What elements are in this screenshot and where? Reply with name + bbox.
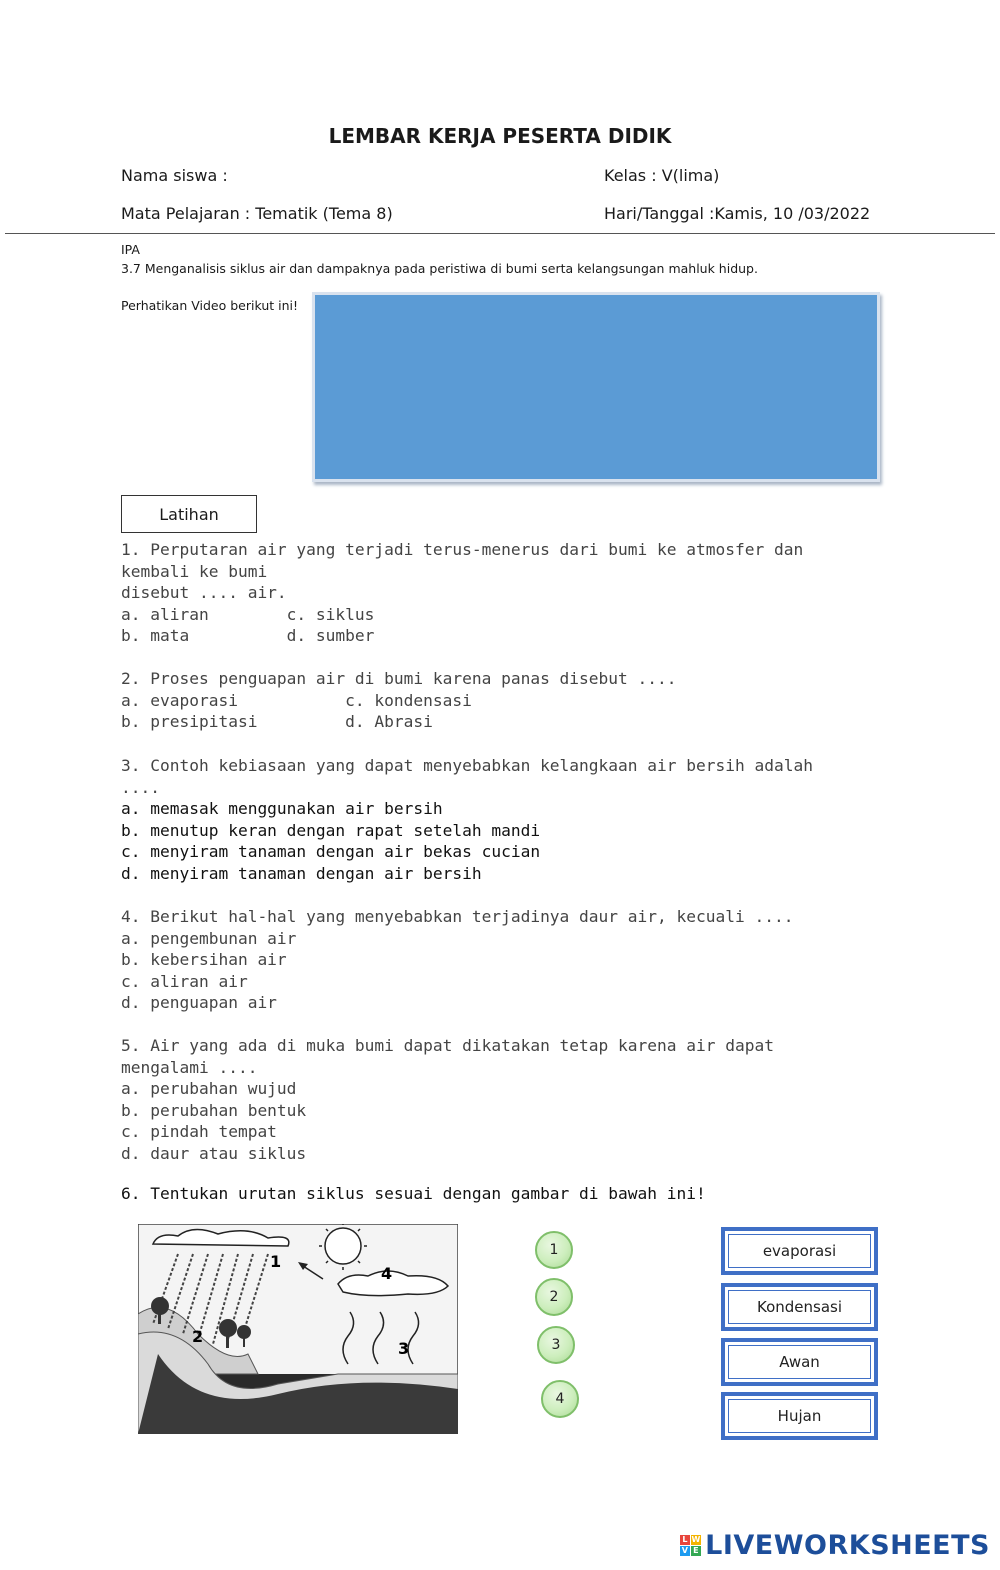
drop-target-2[interactable]: 2 [535,1278,573,1316]
video-player[interactable] [312,292,880,482]
answer-card-label: evaporasi [762,1242,837,1260]
question-1 [121,539,803,647]
answer-card-label: Kondensasi [756,1298,843,1316]
question-2 [121,668,677,733]
date-label: Hari/Tanggal :Kamis, 10 /03/2022 [604,204,871,223]
q4-option-a: a. pengembunan air [121,928,297,948]
header-divider [5,233,995,234]
subject-label: Mata Pelajaran : Tematik (Tema 8) [121,204,393,223]
drop-target-3[interactable]: 3 [537,1326,575,1364]
diagram-label-2: 2 [192,1327,204,1346]
drop-target-1[interactable]: 1 [535,1231,573,1269]
class-label: Kelas : V(lima) [604,166,720,185]
q6-line: 6. Tentukan urutan siklus sesuai dengan gambar di bawah ini! [121,1184,706,1203]
q3-option-c: c. menyiram tanaman dengan air bekas cucian [121,842,541,862]
answer-card-awan[interactable] [721,1338,878,1386]
latihan-box: Latihan [121,495,257,533]
q5-line: 5. Air yang ada di muka bumi dapat dikatakan tetap karena air dapat [121,1036,774,1055]
q3-option-a: a. memasak menggunakan air bersih [121,799,443,819]
answer-card-label: Hujan [777,1407,822,1425]
q1-options: b. mata d. sumber [121,626,375,646]
q3-option-d: d. menyiram tanaman dengan air bersih [121,863,482,883]
q3-line: 3. Contoh kebiasaan yang dapat menyebabkan kelangkaan air bersih adalah [121,756,813,775]
q5-option-b: b. perubahan bentuk [121,1100,307,1120]
logo-icon: L W V E [681,1535,701,1555]
answer-card-evaporasi[interactable] [721,1227,878,1275]
subject-ipa: IPA [121,242,140,257]
q1-options: a. aliran c. siklus [121,604,375,624]
q3-option-b: b. menutup keran dengan rapat setelah mandi [121,820,541,840]
q4-option-d: d. penguapan air [121,993,277,1013]
q5-option-a: a. perubahan wujud [121,1079,297,1099]
water-cycle-diagram [138,1224,458,1434]
answer-card-kondensasi[interactable] [721,1283,878,1331]
video-prompt: Perhatikan Video berikut ini! [121,298,298,313]
diagram-label-3: 3 [398,1339,410,1358]
worksheet-title: LEMBAR KERJA PESERTA DIDIK [328,124,672,148]
q1-line: disebut .... air. [121,583,287,603]
q4-line: 4. Berikut hal-hal yang menyebabkan terjadinya daur air, kecuali .... [121,907,794,926]
q5-option-c: c. pindah tempat [121,1122,277,1142]
q1-line: kembali ke bumi [121,561,268,581]
q5-option-d: d. daur atau siklus [121,1143,307,1163]
answer-card-hujan[interactable] [721,1392,878,1440]
q5-line: mengalami .... [121,1057,258,1077]
q4-option-b: b. kebersihan air [121,950,287,970]
question-6 [121,1183,706,1205]
q4-option-c: c. aliran air [121,971,248,991]
q2-line: 2. Proses penguapan air di bumi karena panas disebut .... [121,669,677,688]
question-4 [121,906,793,1014]
question-3 [121,755,813,885]
diagram-label-4: 4 [381,1264,393,1283]
question-5 [121,1035,774,1165]
answer-card-label: Awan [779,1353,820,1371]
logo-text: LIVEWORKSHEETS [705,1530,990,1561]
q3-line: .... [121,777,160,797]
q1-line: 1. Perputaran air yang terjadi terus-menerus dari bumi ke atmosfer dan [121,540,804,559]
drop-target-4[interactable]: 4 [541,1380,579,1418]
q2-options: b. presipitasi d. Abrasi [121,712,433,732]
competency-text: 3.7 Menganalisis siklus air dan dampaknya pada peristiwa di bumi serta kelangsungan mahluk hidup. [121,261,758,276]
student-name-label: Nama siswa : [121,166,228,185]
liveworksheets-logo[interactable] [680,1530,990,1561]
diagram-label-1: 1 [270,1252,282,1271]
q2-options: a. evaporasi c. kondensasi [121,690,472,710]
